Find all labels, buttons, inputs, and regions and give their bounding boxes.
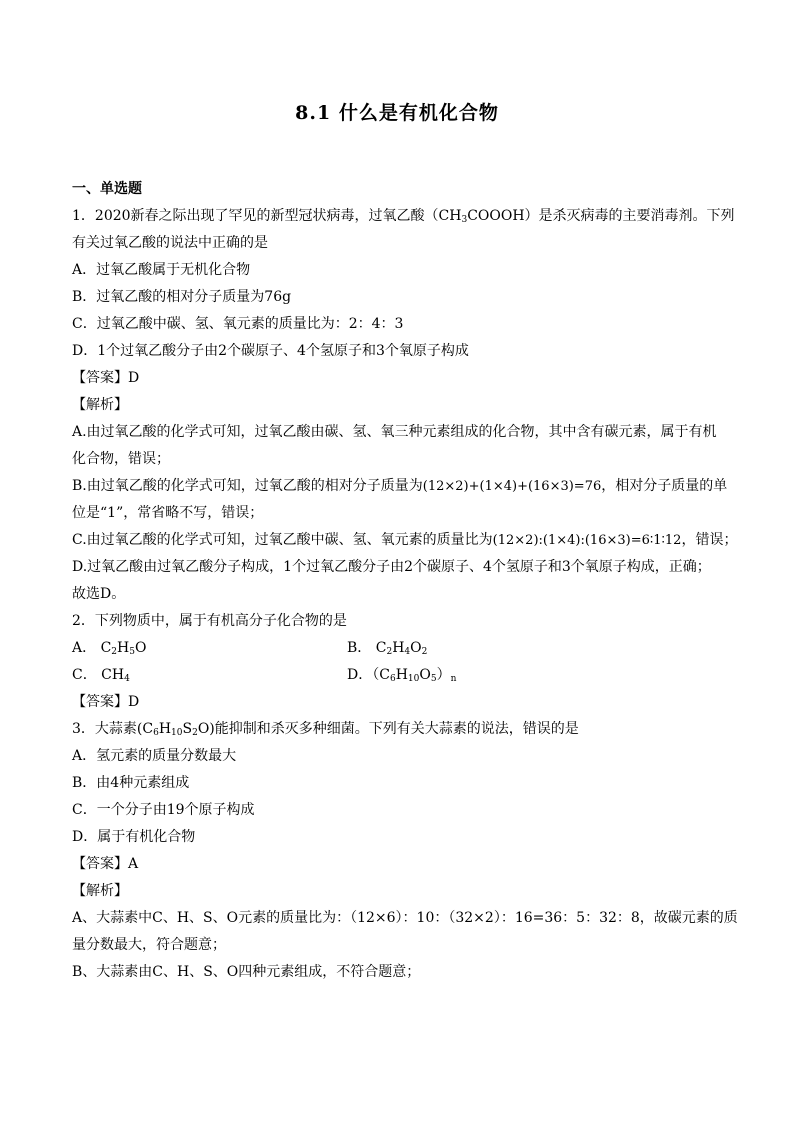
q1-answer: 【答案】D [72,370,140,386]
q2-answer: 【答案】D [72,694,140,710]
document-body [72,176,738,986]
q3-analysis-a1: A、大蒜素中C、H、S、O元素的质量比为：（12×6）：10：（32×2）：16=36：5：32：8，故碳元素的质 [72,910,738,926]
q2-options-row2 [72,662,722,689]
q2-stem: 2．下列物质中，属于有机高分子化合物的是 [72,613,347,629]
q2-option-d: D．$(C_6H_{10}O_5)_n$ [347,667,457,684]
q2-options-row1 [72,635,722,662]
q2-option-a: A． $C_2H_5O$ [72,640,147,657]
q1-option-d: D．1个过氧乙酸分子由2个碳原子、4个氢原子和3个氧原子构成 [72,343,469,359]
q1-stem-line1: 1．2020新春之际出现了罕见的新型冠状病毒，过氧乙酸$(CH_3COOOH)$是杀灭病毒的主要消毒剂。下列 [72,208,735,225]
q1-formula-ratio: (12×2):(1×4):(16×3)=6∶1∶12 [492,533,682,548]
q1-analysis-d2: 故选D。 [72,586,126,602]
q1-analysis-a2: 化合物，错误； [72,451,170,467]
q1-analysis-b2: 位是“1”，常省略不写，错误； [72,505,264,521]
q3-analysis-b1: B、大蒜素由C、H、S、O四种元素组成，不符合题意； [72,964,421,980]
q1-analysis-c1: C.由过氧乙酸的化学式可知，过氧乙酸中碳、氢、氧元素的质量比为(12×2):(1×4):(16×3)=6∶1∶12，错误； [72,532,738,548]
section-heading: 一、单选题 [72,181,142,197]
q3-option-b: B．由4种元素组成 [72,775,190,791]
q2-option-c: C． $CH_4$ [72,667,130,684]
page-title: 8.1 什么是有机化合物 [295,102,499,124]
q1-option-a: A．过氧乙酸属于无机化合物 [72,262,251,278]
q3-answer: 【答案】A [72,856,139,872]
q1-option-c: C．过氧乙酸中碳、氢、氧元素的质量比为：2：4：3 [72,316,404,332]
q1-formula-mass: (12×2)+(1×4)+(16×3)=76 [422,479,602,494]
q3-analysis-a2: 量分数最大，符合题意； [72,937,226,953]
q1-option-b: B．过氧乙酸的相对分子质量为76g [72,289,292,305]
q1-analysis-label: 【解析】 [72,397,128,413]
q3-option-d: D．属于有机化合物 [72,829,196,845]
q3-option-c: C．一个分子由19个原子构成 [72,802,255,818]
q3-analysis-label: 【解析】 [72,883,128,899]
q2-option-b: B． $C_2H_4O_2$ [347,640,428,657]
q1-analysis-d1: D.过氧乙酸由过氧乙酸分子构成，1个过氧乙酸分子由2个碳原子、4个氢原子和3个氧原子构成，正确； [72,559,711,575]
q1-stem-line2: 有关过氧乙酸的说法中正确的是 [72,235,268,251]
q3-option-a: A．氢元素的质量分数最大 [72,748,237,764]
q1-analysis-a1: A.由过氧乙酸的化学式可知，过氧乙酸由碳、氢、氧三种元素组成的化合物，其中含有碳元素，属于有机 [72,424,717,440]
q1-analysis-b1: B.由过氧乙酸的化学式可知，过氧乙酸的相对分子质量为(12×2)+(1×4)+(16×3)=76，相对分子质量的单 [72,478,728,494]
q3-stem: 3．大蒜素$(C_6H_{10}S_2O)$能抑制和杀灭多种细菌。下列有关大蒜素的说法，错误的是 [72,721,579,738]
